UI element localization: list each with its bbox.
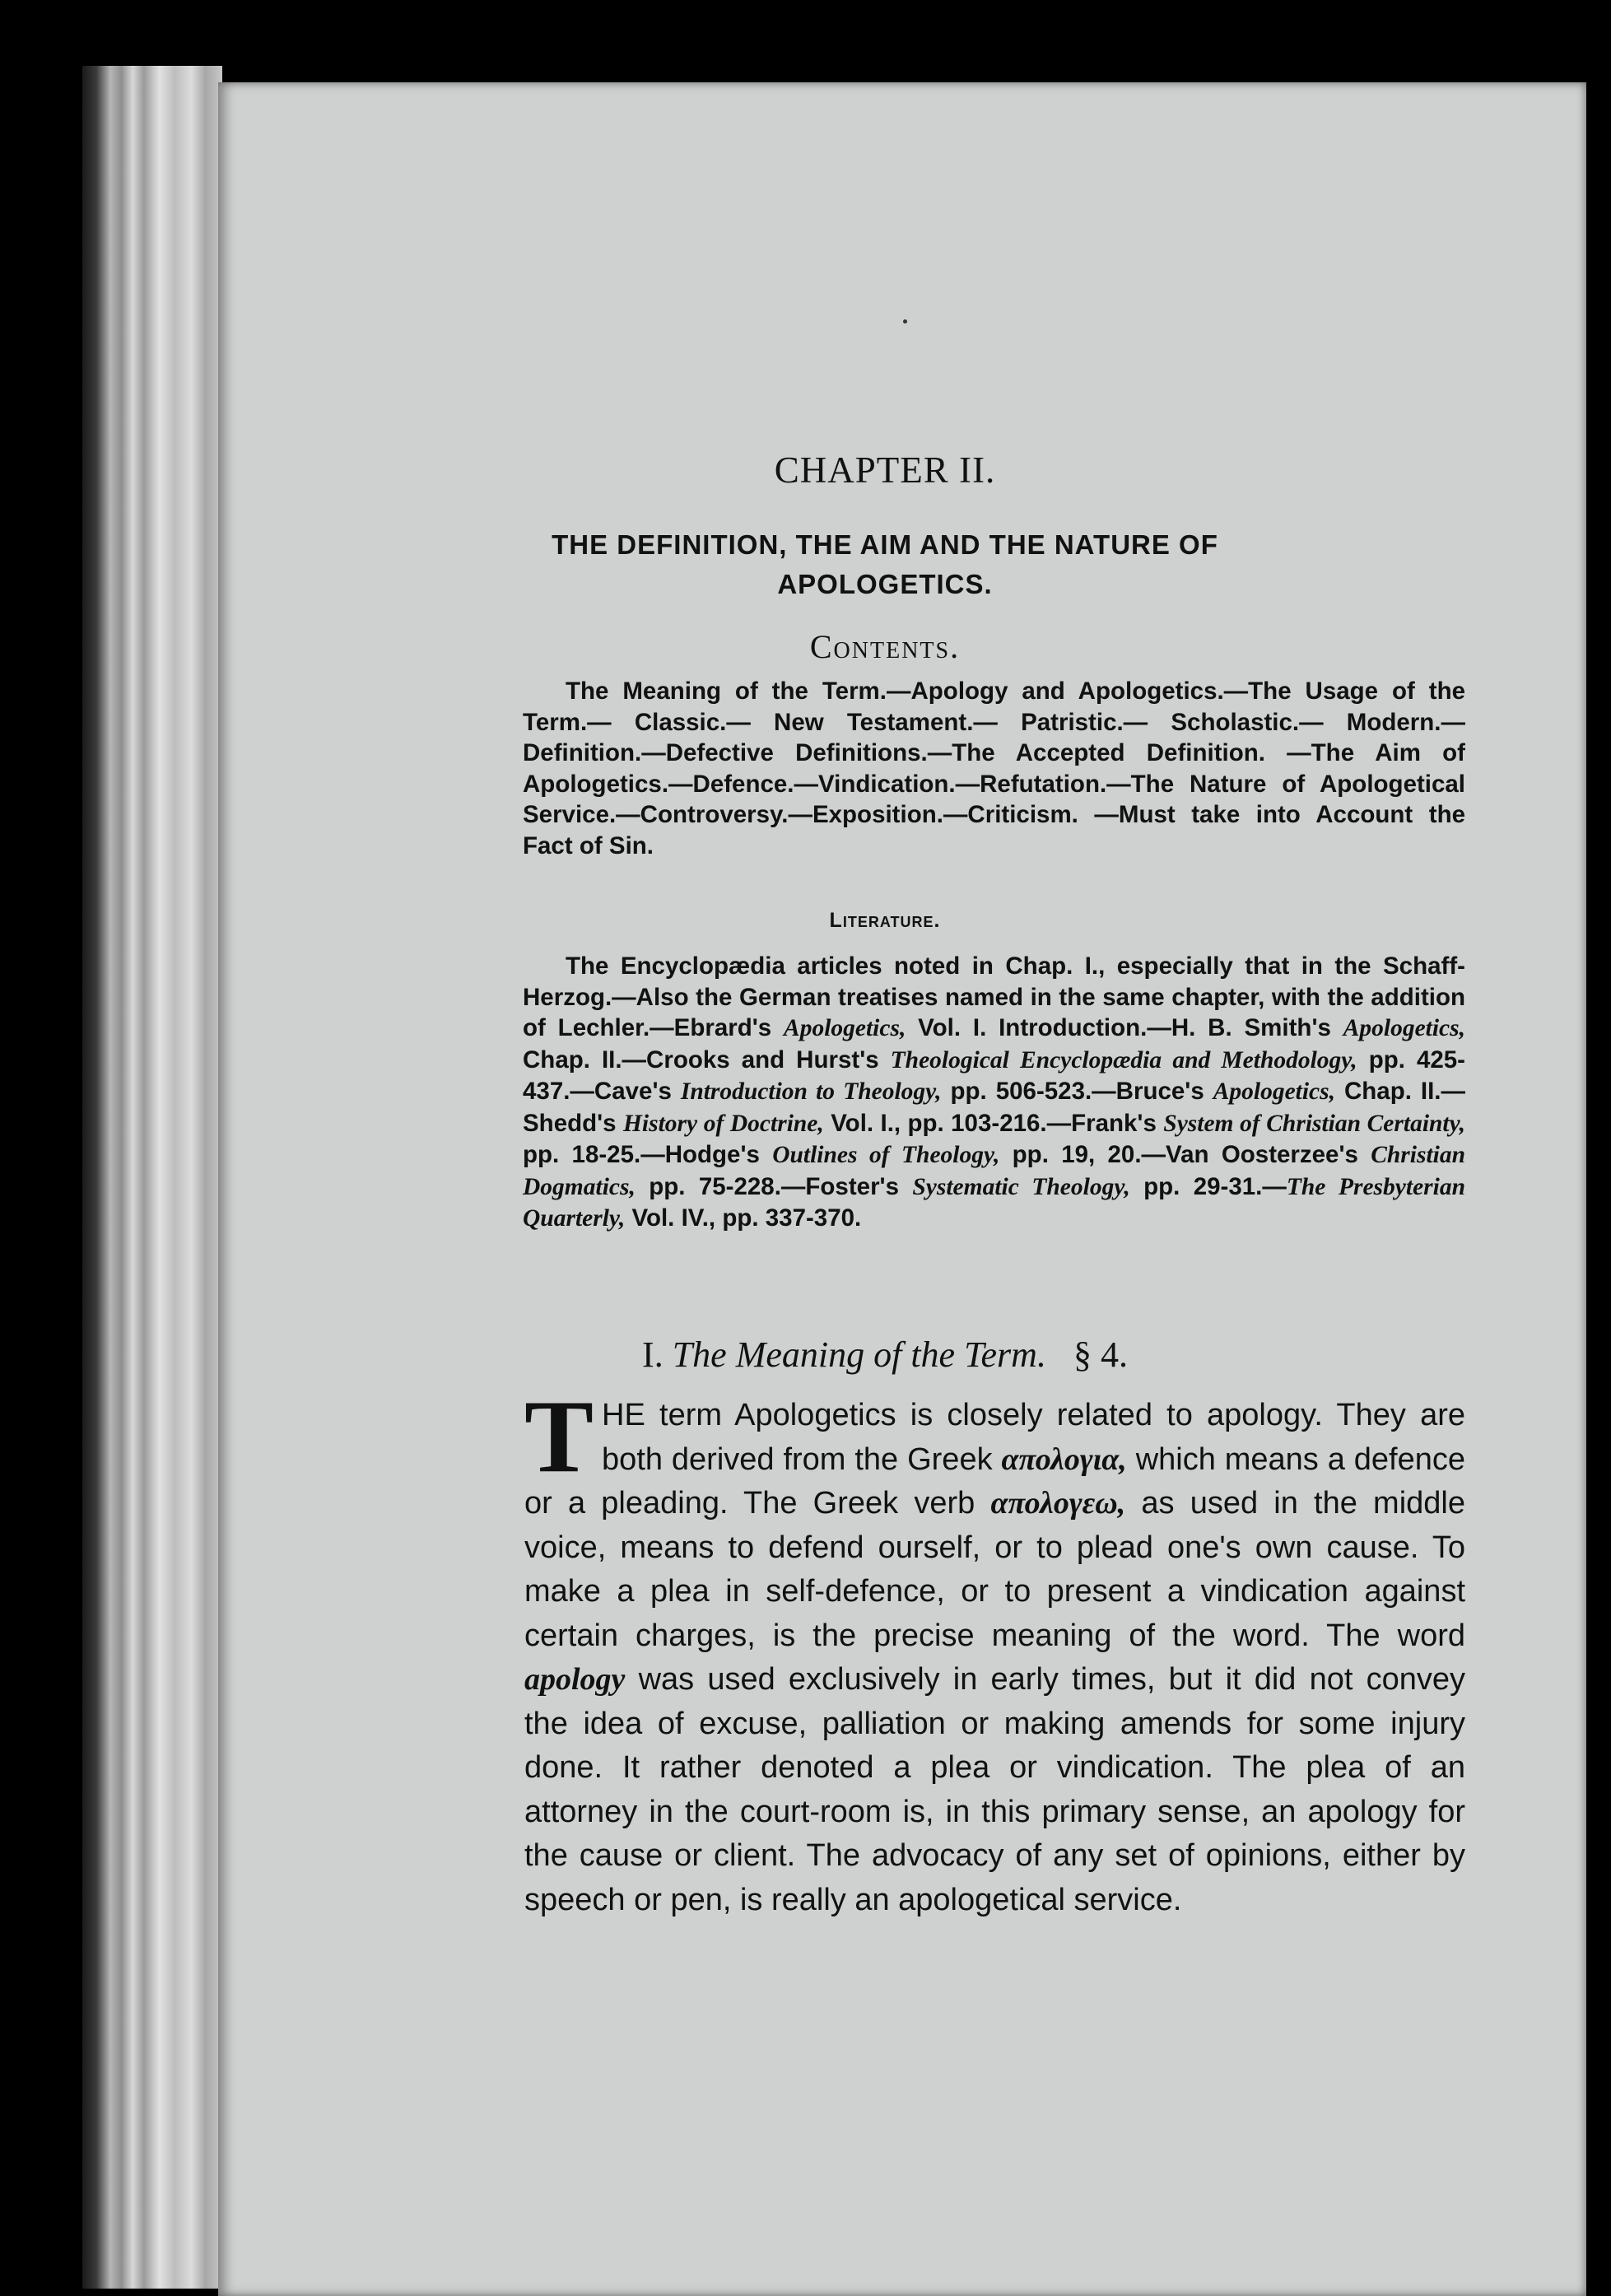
body-text-run: as used in the middle voice, means to defend ourself, or to plead one's own cause. To make a plea in self-defence, or to present a vindication against certain charges, is the precise meaning of the word. The word: [524, 1486, 1465, 1653]
lit-title: History of Doctrine,: [622, 1110, 824, 1137]
lit-text: Vol. I. Introduction.—H. B. Smith's: [906, 1014, 1343, 1041]
section-heading: [309, 1334, 1461, 1376]
lit-title: The Presbyterian Quarterly,: [523, 1173, 1465, 1232]
lit-text: pp. 506-523.—Bruce's: [941, 1078, 1213, 1105]
contents-summary: The Meaning of the Term.—Apology and Apologetics.—The Usage of the Term.— Classic.— New Testament.— Patristic.— Scholastic.— Modern.—Definition.—Defective Definitions.—The Accepted Definition. —The Aim of Apologetics.—Defence.—Vindication.—Refutation.—The Nature of Apologetical Service.—Controversy.—Exposition.—Criticism. —Must take into Account the Fact of Sin.: [523, 678, 1465, 859]
lit-text: Vol. I., pp. 103-216.—Frank's: [823, 1109, 1164, 1137]
lit-text: pp. 29-31.—: [1129, 1172, 1287, 1200]
lit-text: pp. 19, 20.—Van Oosterzee's: [999, 1141, 1371, 1168]
page-speck: [903, 319, 907, 324]
lit-text: The Encyclopædia articles noted in Chap. I., especially that in the Schaff-Herzog.—Also the German treatises named in the same chapter, with the addition of Lechler.—Ebrard's: [523, 952, 1465, 1041]
lit-title: Theological Encyclopædia and Methodology,: [890, 1046, 1357, 1073]
lit-title: Systematic Theology,: [912, 1173, 1130, 1200]
body-paragraph: [524, 1380, 1465, 1922]
lit-title: Apologetics,: [1343, 1015, 1466, 1041]
chapter-title: CHAPTER II.: [774, 449, 996, 491]
lit-text: Vol. IV., pp. 337-370.: [625, 1204, 862, 1232]
lit-title: Outlines of Theology,: [772, 1142, 1000, 1168]
lit-text: Chap. II.—Shedd's: [523, 1078, 1465, 1137]
lit-text: Chap. II.—Crooks and Hurst's: [523, 1046, 891, 1073]
lit-text: pp. 425-437.—Cave's: [523, 1046, 1465, 1105]
body-text-run: HE term Apologetics is closely related to apology. They are both derived from the Greek: [602, 1398, 1465, 1477]
lit-text: pp. 18-25.—Hodge's: [523, 1141, 773, 1168]
book-edge: [82, 66, 222, 2289]
lit-text: pp. 75-228.—Foster's: [635, 1172, 913, 1200]
greek-word: απολογεω,: [990, 1486, 1126, 1521]
lit-title: Apologetics,: [784, 1015, 906, 1041]
section-mark: § 4.: [1073, 1334, 1128, 1375]
body-text-run: which means a defence or a pleading. The Greek verb: [524, 1441, 1465, 1521]
chapter-subtitle-line2: APOLOGETICS.: [777, 569, 993, 599]
lit-title: Christian Dogmatics,: [523, 1142, 1465, 1200]
emphasized-word: apology: [524, 1662, 626, 1697]
chapter-subtitle: [309, 525, 1461, 604]
body-text-run: was used exclusively in early times, but it did not convey the idea of excuse, palliation or making amends for some injury done. It rather denoted a plea or vindication. The plea of an attorney in the court-room is, in this primary sense, an apology for the cause or client. The advocacy of any set of opinions, either by speech or pen, is really an apologetical service.: [524, 1662, 1465, 1917]
lit-title: System of Christian Certainty,: [1163, 1110, 1465, 1137]
literature-list: [523, 951, 1465, 1235]
chapter-subtitle-line1: THE DEFINITION, THE AIM AND THE NATURE OF: [552, 529, 1218, 560]
section-number: I.: [642, 1334, 663, 1375]
greek-word: απολογια,: [1001, 1441, 1127, 1477]
contents-heading: Contents.: [809, 628, 961, 665]
section-title: The Meaning of the Term.: [672, 1334, 1046, 1375]
lit-title: Introduction to Theology,: [680, 1078, 942, 1105]
drop-cap: T: [524, 1380, 594, 1494]
literature-heading: Literature.: [829, 909, 941, 932]
lit-title: Apologetics,: [1213, 1078, 1336, 1105]
